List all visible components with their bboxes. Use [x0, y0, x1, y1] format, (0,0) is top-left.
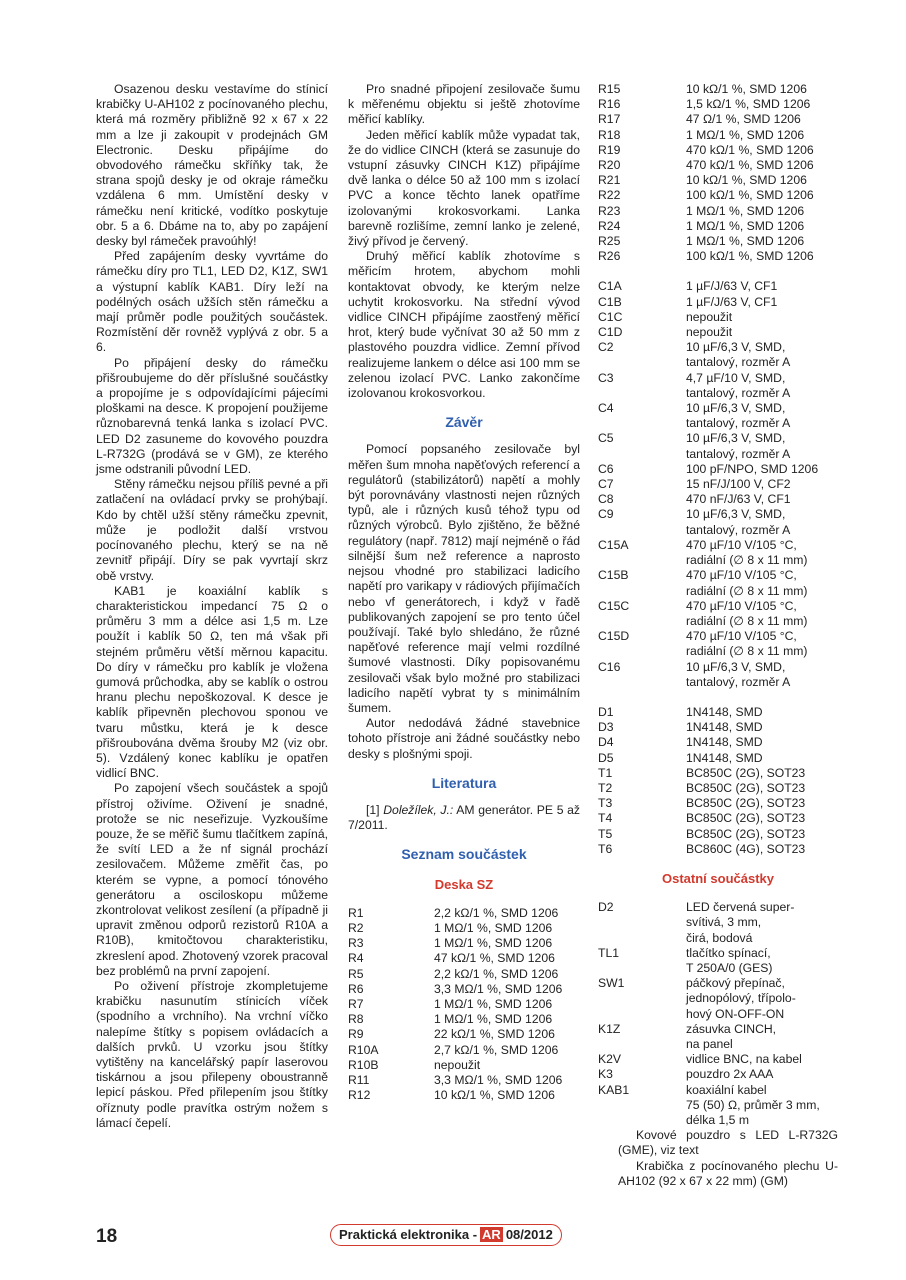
part-description: radiální (∅ 8 x 11 mm)	[686, 553, 808, 568]
part-description: BC850C (2G), SOT23	[686, 780, 806, 795]
part-code: C5	[598, 431, 614, 446]
part-description: 2,7 kΩ/1 %, SMD 1206	[434, 1042, 559, 1057]
part-description: 75 (50) Ω, průměr 3 mm,	[686, 1097, 820, 1112]
part-description: 470 µF/10 V/105 °C,	[686, 629, 797, 644]
part-code: R6	[348, 981, 364, 996]
part-description: 10 µF/6,3 V, SMD,	[686, 659, 786, 674]
part-description: 1 MΩ/1 %, SMD 1206	[434, 1012, 553, 1027]
part-row	[598, 781, 838, 796]
part-description: 1 µF/J/63 V, CF1	[686, 294, 778, 309]
part-code: R23	[598, 203, 621, 218]
part-code: C9	[598, 507, 614, 522]
part-code: R15	[598, 82, 621, 96]
part-description: 47 Ω/1 %, SMD 1206	[686, 112, 801, 127]
part-code: D2	[598, 900, 614, 915]
part-description: nepoužit	[434, 1057, 481, 1072]
reference-text: AM generátor. PE 5 až 7/2011.	[348, 802, 581, 833]
part-code: T6	[598, 841, 613, 856]
part-description: 100 kΩ/1 %, SMD 1206	[686, 249, 814, 264]
paragraph: Po zapojení všech součástek a spojů přístroj oživíme. Oživení je snadné, protože se nic neseřizuje. Vyzkoušíme pouze, že se měřič šumu tlačítkem zapíná, že svítí LED a že nf signál prochází zesilovačem. Můžeme změřit čas, po kterém se vypne, a pomocí tónového generátoru a osciloskopu můžeme zkontrolovat velikost zesílení (a případně ji upravit změnou odporů rezistorů R10A a R10B), kmitočtovou charakteristiku, zkreslení apod. Zhotovený vzorek pracoval bez problémů na první zapojení.	[96, 781, 328, 978]
part-description: tantalový, rozměr A	[686, 674, 791, 689]
part-code: T4	[598, 811, 613, 826]
part-row	[348, 1027, 580, 1042]
part-description: koaxiální kabel	[686, 1082, 767, 1097]
part-description: pouzdro 2x AAA	[686, 1067, 774, 1082]
part-code: C1B	[598, 294, 622, 309]
part-row	[598, 976, 838, 991]
part-description: BC850C (2G), SOT23	[686, 796, 806, 811]
part-description: čirá, bodová	[686, 930, 753, 945]
part-description: 10 µF/6,3 V, SMD,	[686, 507, 786, 522]
part-code: R21	[598, 173, 621, 188]
part-description: zásuvka CINCH,	[686, 1021, 777, 1036]
part-code	[598, 675, 686, 690]
part-description: 1N4148, SMD	[686, 704, 763, 719]
part-row	[598, 355, 838, 370]
part-row	[598, 842, 838, 857]
part-row	[598, 599, 838, 614]
part-description: 470 kΩ/1 %, SMD 1206	[686, 142, 814, 157]
part-row	[348, 921, 580, 936]
part-row	[598, 279, 838, 294]
part-code: R2	[348, 920, 364, 935]
part-description: 100 pF/NPO, SMD 1206	[686, 461, 819, 476]
paragraph: Druhý měřicí kablík zhotovíme s měřicím hrotem, abychom mohli kontaktovat obvody, ke kterým nelze uchytit krokosvorku. Na střední vývod vidlice CINCH připájíme zaostřený měřicí hrot, který bude vyčnívat 30 až 50 mm z plastového pouzdra vidlice. Zemní přívod realizujeme lankem o délce asi 100 mm se zelenou izolací PVC. Lanko zakončíme izolovanou krokosvorkou.	[348, 249, 580, 401]
part-code: C1A	[598, 279, 622, 294]
part-row	[598, 112, 838, 127]
part-code: R4	[348, 951, 364, 966]
part-code	[598, 931, 686, 946]
part-row	[348, 1012, 580, 1027]
part-row	[598, 629, 838, 644]
part-description: nepoužit	[686, 325, 733, 340]
part-row	[598, 82, 838, 97]
part-code	[598, 355, 686, 370]
part-row	[598, 614, 838, 629]
part-code	[598, 1007, 686, 1022]
reference-author: Doležílek, J.:	[383, 802, 454, 817]
part-row	[348, 1088, 580, 1103]
part-row	[598, 1022, 838, 1037]
subheading-deska: Deska SZ	[434, 876, 494, 892]
paragraph: Autor nedodává žádné stavebnice tohoto přístroje ani žádné součástky nebo desky s plošnými spoji.	[348, 716, 580, 761]
part-code	[598, 1098, 686, 1113]
part-description: 470 kΩ/1 %, SMD 1206	[686, 158, 814, 173]
part-description: radiální (∅ 8 x 11 mm)	[686, 644, 808, 659]
part-row	[598, 386, 838, 401]
section-heading-seznam: Seznam součástek	[401, 846, 527, 863]
part-row	[598, 1067, 838, 1082]
part-code: C1D	[598, 325, 623, 340]
part-description: 1 µF/J/63 V, CF1	[686, 279, 778, 294]
parts-table-resistors-2	[598, 82, 838, 264]
part-code: C4	[598, 401, 614, 416]
part-row	[598, 401, 838, 416]
part-description: 47 kΩ/1 %, SMD 1206	[434, 951, 555, 966]
part-description: tantalový, rozměr A	[686, 416, 791, 431]
parts-table-capacitors	[598, 279, 838, 689]
part-row	[348, 906, 580, 921]
part-code: R9	[348, 1027, 364, 1042]
part-description: 1N4148, SMD	[686, 720, 763, 735]
reference-number: [1]	[366, 802, 380, 817]
part-row	[598, 811, 838, 826]
part-row	[598, 751, 838, 766]
paragraph: Po připájení desky do rámečku přišroubujeme do děr příslušné součástky a propojíme je s odpovídajícími pájecími ploškami na desce. K propojení použijeme různobarevná tenká lanka s izolací PVC. LED D2 zasuneme do kovového pouzdra L-R732G (prodává se v GM), ze kterého jsme odstranili původní LED.	[96, 355, 328, 477]
subheading-other-parts: Ostatní součástky	[662, 870, 774, 886]
part-row	[598, 507, 838, 522]
part-row	[598, 766, 838, 781]
part-description: 470 µF/10 V/105 °C,	[686, 568, 797, 583]
part-row	[598, 249, 838, 264]
parts-table-other	[598, 900, 838, 1128]
part-description: vidlice BNC, na kabel	[686, 1052, 802, 1067]
part-description: tantalový, rozměr A	[686, 446, 791, 461]
part-code	[598, 991, 686, 1006]
part-description: tantalový, rozměr A	[686, 522, 791, 537]
part-row	[348, 1073, 580, 1088]
part-code: R5	[348, 966, 364, 981]
page-number: 18	[96, 1226, 118, 1247]
part-code	[598, 416, 686, 431]
part-row	[598, 416, 838, 431]
part-code: T5	[598, 826, 613, 841]
part-code: R22	[598, 188, 621, 203]
part-code	[598, 1113, 686, 1128]
part-row	[598, 158, 838, 173]
part-code: C16	[598, 659, 621, 674]
part-row	[598, 204, 838, 219]
part-row	[598, 431, 838, 446]
part-row	[598, 219, 838, 234]
part-code: C6	[598, 461, 614, 476]
part-description: 22 kΩ/1 %, SMD 1206	[434, 1027, 555, 1042]
spacer	[598, 264, 838, 279]
part-description: hový ON-OFF-ON	[686, 1006, 785, 1021]
part-row	[598, 991, 838, 1006]
part-code	[598, 553, 686, 568]
part-code	[598, 1037, 686, 1052]
part-description: 1N4148, SMD	[686, 735, 763, 750]
part-description: BC850C (2G), SOT23	[686, 826, 806, 841]
part-description: 470 µF/10 V/105 °C,	[686, 598, 797, 613]
part-code	[598, 523, 686, 538]
part-row	[598, 675, 838, 690]
part-code: R20	[598, 158, 621, 173]
part-description: 3,3 MΩ/1 %, SMD 1206	[434, 1072, 563, 1087]
part-row	[598, 538, 838, 553]
part-code: R12	[348, 1088, 371, 1103]
part-code: R7	[348, 996, 364, 1011]
part-description: 3,3 MΩ/1 %, SMD 1206	[434, 981, 563, 996]
part-code: D3	[598, 720, 614, 735]
magazine-ar-badge: AR	[482, 1227, 501, 1242]
part-row	[598, 188, 838, 203]
part-description: 10 µF/6,3 V, SMD,	[686, 401, 786, 416]
part-description: BC850C (2G), SOT23	[686, 765, 806, 780]
part-code: R19	[598, 142, 621, 157]
parts-table-semiconductors	[598, 705, 838, 857]
part-code: T1	[598, 765, 613, 780]
part-row	[598, 173, 838, 188]
part-description: radiální (∅ 8 x 11 mm)	[686, 583, 808, 598]
part-row	[348, 967, 580, 982]
paragraph: Po oživení přístroje zkompletujeme krabičku nasunutím stínicích víček (spodního a vrchního). Na vrchní víčko nalepíme štítky s popisem ovládacích a dalších prvků. U vzorku jsou štítky vytištěny na kancelářský papír laserovou tiskárnou a jsou přilepeny oboustranně lepicí páskou. Před přilepením jsou štítky oříznuty podle pravítka ostrým nožem s lámací čepelí.	[96, 978, 328, 1130]
part-code: R18	[598, 127, 621, 142]
part-row	[598, 477, 838, 492]
part-code	[598, 447, 686, 462]
part-row	[598, 143, 838, 158]
part-row	[348, 1058, 580, 1073]
part-description: radiální (∅ 8 x 11 mm)	[686, 613, 808, 628]
part-description: tantalový, rozměr A	[686, 355, 791, 370]
part-description: 15 nF/J/100 V, CF2	[686, 477, 791, 492]
part-row	[598, 340, 838, 355]
other-part-line: Kovové pouzdro s LED L-R732G (GME), viz text	[618, 1128, 838, 1158]
paragraph: Stěny rámečku nejsou příliš pevné a při zatlačení na ovládací prvky se prohýbají. Kdo by chtěl užší stěny rámečku zpevnit, může je podložit další vrstvou pocínovaného plechu, který se na ně zevnitř připájí. Díry se pak vyvrtají skrz obě vrstvy.	[96, 477, 328, 583]
part-row	[598, 568, 838, 583]
part-row	[598, 325, 838, 340]
part-description: 1 MΩ/1 %, SMD 1206	[686, 203, 805, 218]
part-code: R8	[348, 1012, 364, 1027]
part-description: svítivá, 3 mm,	[686, 915, 762, 930]
part-code: D1	[598, 704, 614, 719]
part-row	[598, 644, 838, 659]
parts-table-resistors-1	[348, 906, 580, 1104]
part-code: C2	[598, 340, 614, 355]
part-row	[598, 1098, 838, 1113]
column-2	[348, 82, 580, 1103]
paragraph: KAB1 je koaxiální kablík s charakteristickou impedancí 75 Ω o průměru 3 mm a délce asi 1,5 m. Lze použít i kablík 50 Ω, ten má však při stejném průměru větší měrnou kapacitu. Do díry v rámečku pro kablík je vložena gumová průchodka, aby se kablík o ostrou hranu plechu nepoškozoval. K desce je kablík připevněn plechovou sponou ve tvaru můstku, která je k desce přišroubována dvěma šrouby M2 (viz obr. 5). Vzdálený konec kablíku je opatřen vidlicí BNC.	[96, 583, 328, 781]
part-code: R26	[598, 249, 621, 264]
part-code: SW1	[598, 976, 625, 991]
part-description: 1 MΩ/1 %, SMD 1206	[686, 234, 805, 249]
part-row	[598, 660, 838, 675]
part-row	[598, 796, 838, 811]
part-code: R3	[348, 936, 364, 951]
part-code: KAB1	[598, 1082, 630, 1097]
paragraph: Pomocí popsaného zesilovače byl měřen šum mnoha napěťových referencí a regulátorů (stabilizátorů) napětí a mohly být porovnávány vlastnosti nejen různých typů, ale i různých kusů téhož typu od různých výrobců. Bylo zjištěno, že běžné regulátory (např. 7812) mají nejméně o řád silnější šum než reference a naprosto nejsou vhodné pro stabilizaci ladicího napětí pro varikapy v rádiových přijímačích nebo vf generátorech, i když v řadě publikovaných zapojení se pro tento účel používají. Také bylo shledáno, že různé napěťové reference mají velmi rozdílné šumové vlastnosti. Díky popisovanému zesilovači však bylo možné pro stabilizaci ladicího napětí vybrat ty s minimálním šumem.	[348, 442, 580, 715]
paragraph: Osazenou desku vestavíme do stínicí krabičky U-AH102 z pocínovaného plechu, která má rozměry přibližně 92 x 67 x 22 mm a lze ji zakoupit v prodejnách GM Electronic. Desku připájíme do obvodového rámečku skříňky tak, že strana spojů desky je od okraje rámečku vzdálena 6 mm. Umístění desky v rámečku není kritické, vodítko poskytuje obr. 5 a 6. Dbáme na to, aby po zapájení desky byl rámeček pravoúhlý!	[96, 82, 328, 249]
part-description: T 250A/0 (GES)	[686, 960, 773, 975]
paragraph: Pro snadné připojení zesilovače šumu k měřenému objektu si ještě zhotovíme měřicí kablíky.	[348, 82, 580, 127]
part-description: 1 MΩ/1 %, SMD 1206	[434, 996, 553, 1011]
part-description: na panel	[686, 1036, 733, 1051]
part-row	[598, 553, 838, 568]
part-description: 1 MΩ/1 %, SMD 1206	[434, 936, 553, 951]
part-row	[598, 97, 838, 112]
part-code: R10A	[348, 1042, 379, 1057]
part-row	[348, 936, 580, 951]
part-description: tantalový, rozměr A	[686, 385, 791, 400]
spacer	[598, 690, 838, 705]
part-description: 10 kΩ/1 %, SMD 1206	[434, 1088, 555, 1103]
part-code: K3	[598, 1067, 613, 1082]
part-code: D5	[598, 750, 614, 765]
part-description: 100 kΩ/1 %, SMD 1206	[686, 188, 814, 203]
part-code: R17	[598, 112, 621, 127]
part-row	[598, 900, 838, 915]
part-description: 2,2 kΩ/1 %, SMD 1206	[434, 905, 559, 920]
part-code: R25	[598, 234, 621, 249]
part-description: jednopólový, třípolo-	[686, 991, 796, 1006]
part-row	[598, 1007, 838, 1022]
part-description: 1N4148, SMD	[686, 750, 763, 765]
part-code: C15B	[598, 568, 629, 583]
part-code: K1Z	[598, 1021, 621, 1036]
part-code: R1	[348, 905, 364, 920]
part-row	[598, 720, 838, 735]
part-code	[598, 584, 686, 599]
part-row	[598, 1083, 838, 1098]
part-row	[598, 447, 838, 462]
column-1	[96, 82, 328, 1131]
part-row	[348, 951, 580, 966]
part-description: 1 MΩ/1 %, SMD 1206	[686, 218, 805, 233]
part-description: 470 nF/J/63 V, CF1	[686, 492, 791, 507]
part-code: R16	[598, 97, 621, 112]
part-description: tlačítko spínací,	[686, 945, 771, 960]
part-row	[348, 1043, 580, 1058]
part-code: T2	[598, 780, 613, 795]
magazine-issue: 08/2012	[505, 1227, 553, 1242]
part-code: C1C	[598, 309, 623, 324]
part-code: C15C	[598, 598, 630, 613]
part-row	[598, 735, 838, 750]
part-row	[598, 915, 838, 930]
part-code: C3	[598, 370, 614, 385]
part-row	[598, 371, 838, 386]
part-code: C8	[598, 492, 614, 507]
part-description: délka 1,5 m	[686, 1113, 750, 1127]
part-row	[598, 1052, 838, 1067]
part-description: 10 kΩ/1 %, SMD 1206	[686, 173, 807, 188]
part-description: BC860C (4G), SOT23	[686, 841, 806, 856]
part-code: C7	[598, 477, 614, 492]
part-row	[598, 234, 838, 249]
part-row	[598, 295, 838, 310]
part-code: K2V	[598, 1052, 622, 1067]
part-code	[598, 386, 686, 401]
part-code: R24	[598, 218, 621, 233]
magazine-title: Praktická elektronika -	[339, 1227, 478, 1242]
part-row	[348, 982, 580, 997]
part-row	[598, 961, 838, 976]
part-description: 1,5 kΩ/1 %, SMD 1206	[686, 97, 811, 112]
part-code: R11	[348, 1072, 370, 1087]
part-row	[598, 931, 838, 946]
part-code	[598, 915, 686, 930]
paragraph: Jeden měřicí kablík může vypadat tak, že do vidlice CINCH (která se zasunuje do vstupní zásuvky CINCH K1Z) připájíme dvě lanka o délce 50 až 100 mm s izolací PVC a konce těchto lanek opatříme izolovanými krokosvorkami. Lanka barevně rozlišíme, zemní lanko je zelené, živý přívod je červený.	[348, 127, 580, 249]
part-description: BC850C (2G), SOT23	[686, 811, 806, 826]
part-row	[598, 584, 838, 599]
part-code	[598, 961, 686, 976]
reference-entry	[348, 803, 580, 833]
part-description: 470 µF/10 V/105 °C,	[686, 537, 797, 552]
part-code: D4	[598, 735, 614, 750]
part-row	[598, 1113, 838, 1128]
part-description: 1 MΩ/1 %, SMD 1206	[434, 920, 553, 935]
part-description: 10 µF/6,3 V, SMD,	[686, 340, 786, 355]
other-part-line: Krabička z pocínovaného plechu U-AH102 (92 x 67 x 22 mm) (GM)	[618, 1158, 838, 1188]
part-row	[598, 462, 838, 477]
magazine-footer	[330, 1224, 562, 1246]
part-description: páčkový přepínač,	[686, 976, 785, 991]
part-code: C15D	[598, 629, 630, 644]
part-description: 4,7 µF/10 V, SMD,	[686, 370, 786, 385]
part-code: R10B	[348, 1057, 379, 1072]
section-heading-zaver: Závěr	[445, 414, 483, 431]
part-description: 1 MΩ/1 %, SMD 1206	[686, 127, 805, 142]
part-row	[598, 492, 838, 507]
part-code	[598, 614, 686, 629]
part-row	[598, 1037, 838, 1052]
part-row	[598, 128, 838, 143]
part-description: 2,2 kΩ/1 %, SMD 1206	[434, 966, 559, 981]
part-code: T3	[598, 796, 613, 811]
part-row	[598, 523, 838, 538]
part-row	[598, 946, 838, 961]
part-description: 10 kΩ/1 %, SMD 1206	[686, 82, 807, 96]
part-row	[348, 997, 580, 1012]
part-description: LED červená super-	[686, 900, 795, 915]
part-row	[598, 705, 838, 720]
part-code: TL1	[598, 945, 620, 960]
part-code: C15A	[598, 537, 629, 552]
part-description: 10 µF/6,3 V, SMD,	[686, 431, 786, 446]
part-row	[598, 310, 838, 325]
part-row	[598, 827, 838, 842]
part-code	[598, 644, 686, 659]
paragraph: Před zapájením desky vyvrtáme do rámečku díry pro TL1, LED D2, K1Z, SW1 a výstupní kablík KAB1. Díry leží na podélných osách užších stěn rámečku a mají průměr podle použitých součástek. Rozmístění děr rovněž vyplývá z obr. 5 a 6.	[96, 249, 328, 355]
part-description: nepoužit	[686, 309, 733, 324]
section-heading-literatura: Literatura	[431, 774, 497, 791]
column-3	[598, 82, 838, 1189]
